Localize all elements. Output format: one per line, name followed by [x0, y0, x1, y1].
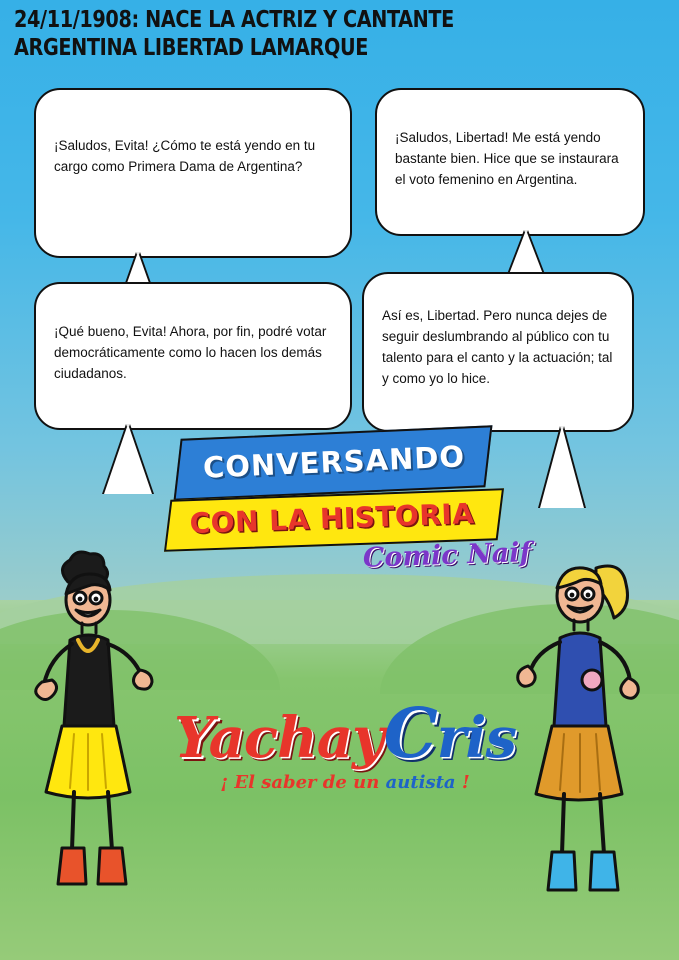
title-subtitle: Comic Naif: [362, 537, 532, 574]
page-title: [14, 6, 609, 62]
brand-name-part-2: achay: [208, 705, 384, 771]
speech-bubble-4-text: Así es, Libertad. Pero nunca dejes de seguir deslumbrando al público con tu talento para el canto y la actuación; tal y como yo lo hice.: [382, 308, 613, 386]
speech-bubble-4-tail: [540, 426, 584, 508]
brand-tagline-suffix: !: [455, 772, 470, 793]
brand-name-part-4: ris: [436, 705, 516, 771]
headline-line-1: 24/11/1908: NACE LA ACTRIZ Y CANTANTE: [14, 7, 454, 33]
speech-bubble-3-tail: [104, 424, 152, 494]
speech-bubble-1: [34, 88, 352, 258]
speech-bubble-2: [375, 88, 645, 236]
speech-bubble-2-text: ¡Saludos, Libertad! Me está yendo bastante bien. Hice que se instaurara el voto femenino en Argentina.: [395, 130, 619, 187]
brand-tagline-highlight: autista: [385, 772, 456, 793]
speech-bubble-4: [362, 272, 634, 432]
brand-name-part-1: Y: [174, 705, 209, 771]
headline-line-2: ARGENTINA LIBERTAD LAMARQUE: [14, 35, 368, 62]
brand-tagline-prefix: ¡ El saber de un: [220, 772, 386, 793]
speech-bubble-3-text: ¡Qué bueno, Evita! Ahora, por fin, podré votar democráticamente como lo hacen los demás ciudadanos.: [54, 324, 327, 381]
title-banner-yellow-label: CON LA HISTORIA: [189, 496, 475, 540]
brand-name-part-3: C: [383, 694, 437, 774]
speech-bubble-1-text: ¡Saludos, Evita! ¿Cómo te está yendo en tu cargo como Primera Dama de Argentina?: [54, 138, 316, 174]
speech-bubble-3: [34, 282, 352, 430]
brand-tagline: [160, 772, 530, 793]
title-banner-blue-label: CONVERSANDO: [202, 439, 466, 485]
brand-logo: [160, 694, 530, 793]
brand-name: [160, 694, 530, 774]
